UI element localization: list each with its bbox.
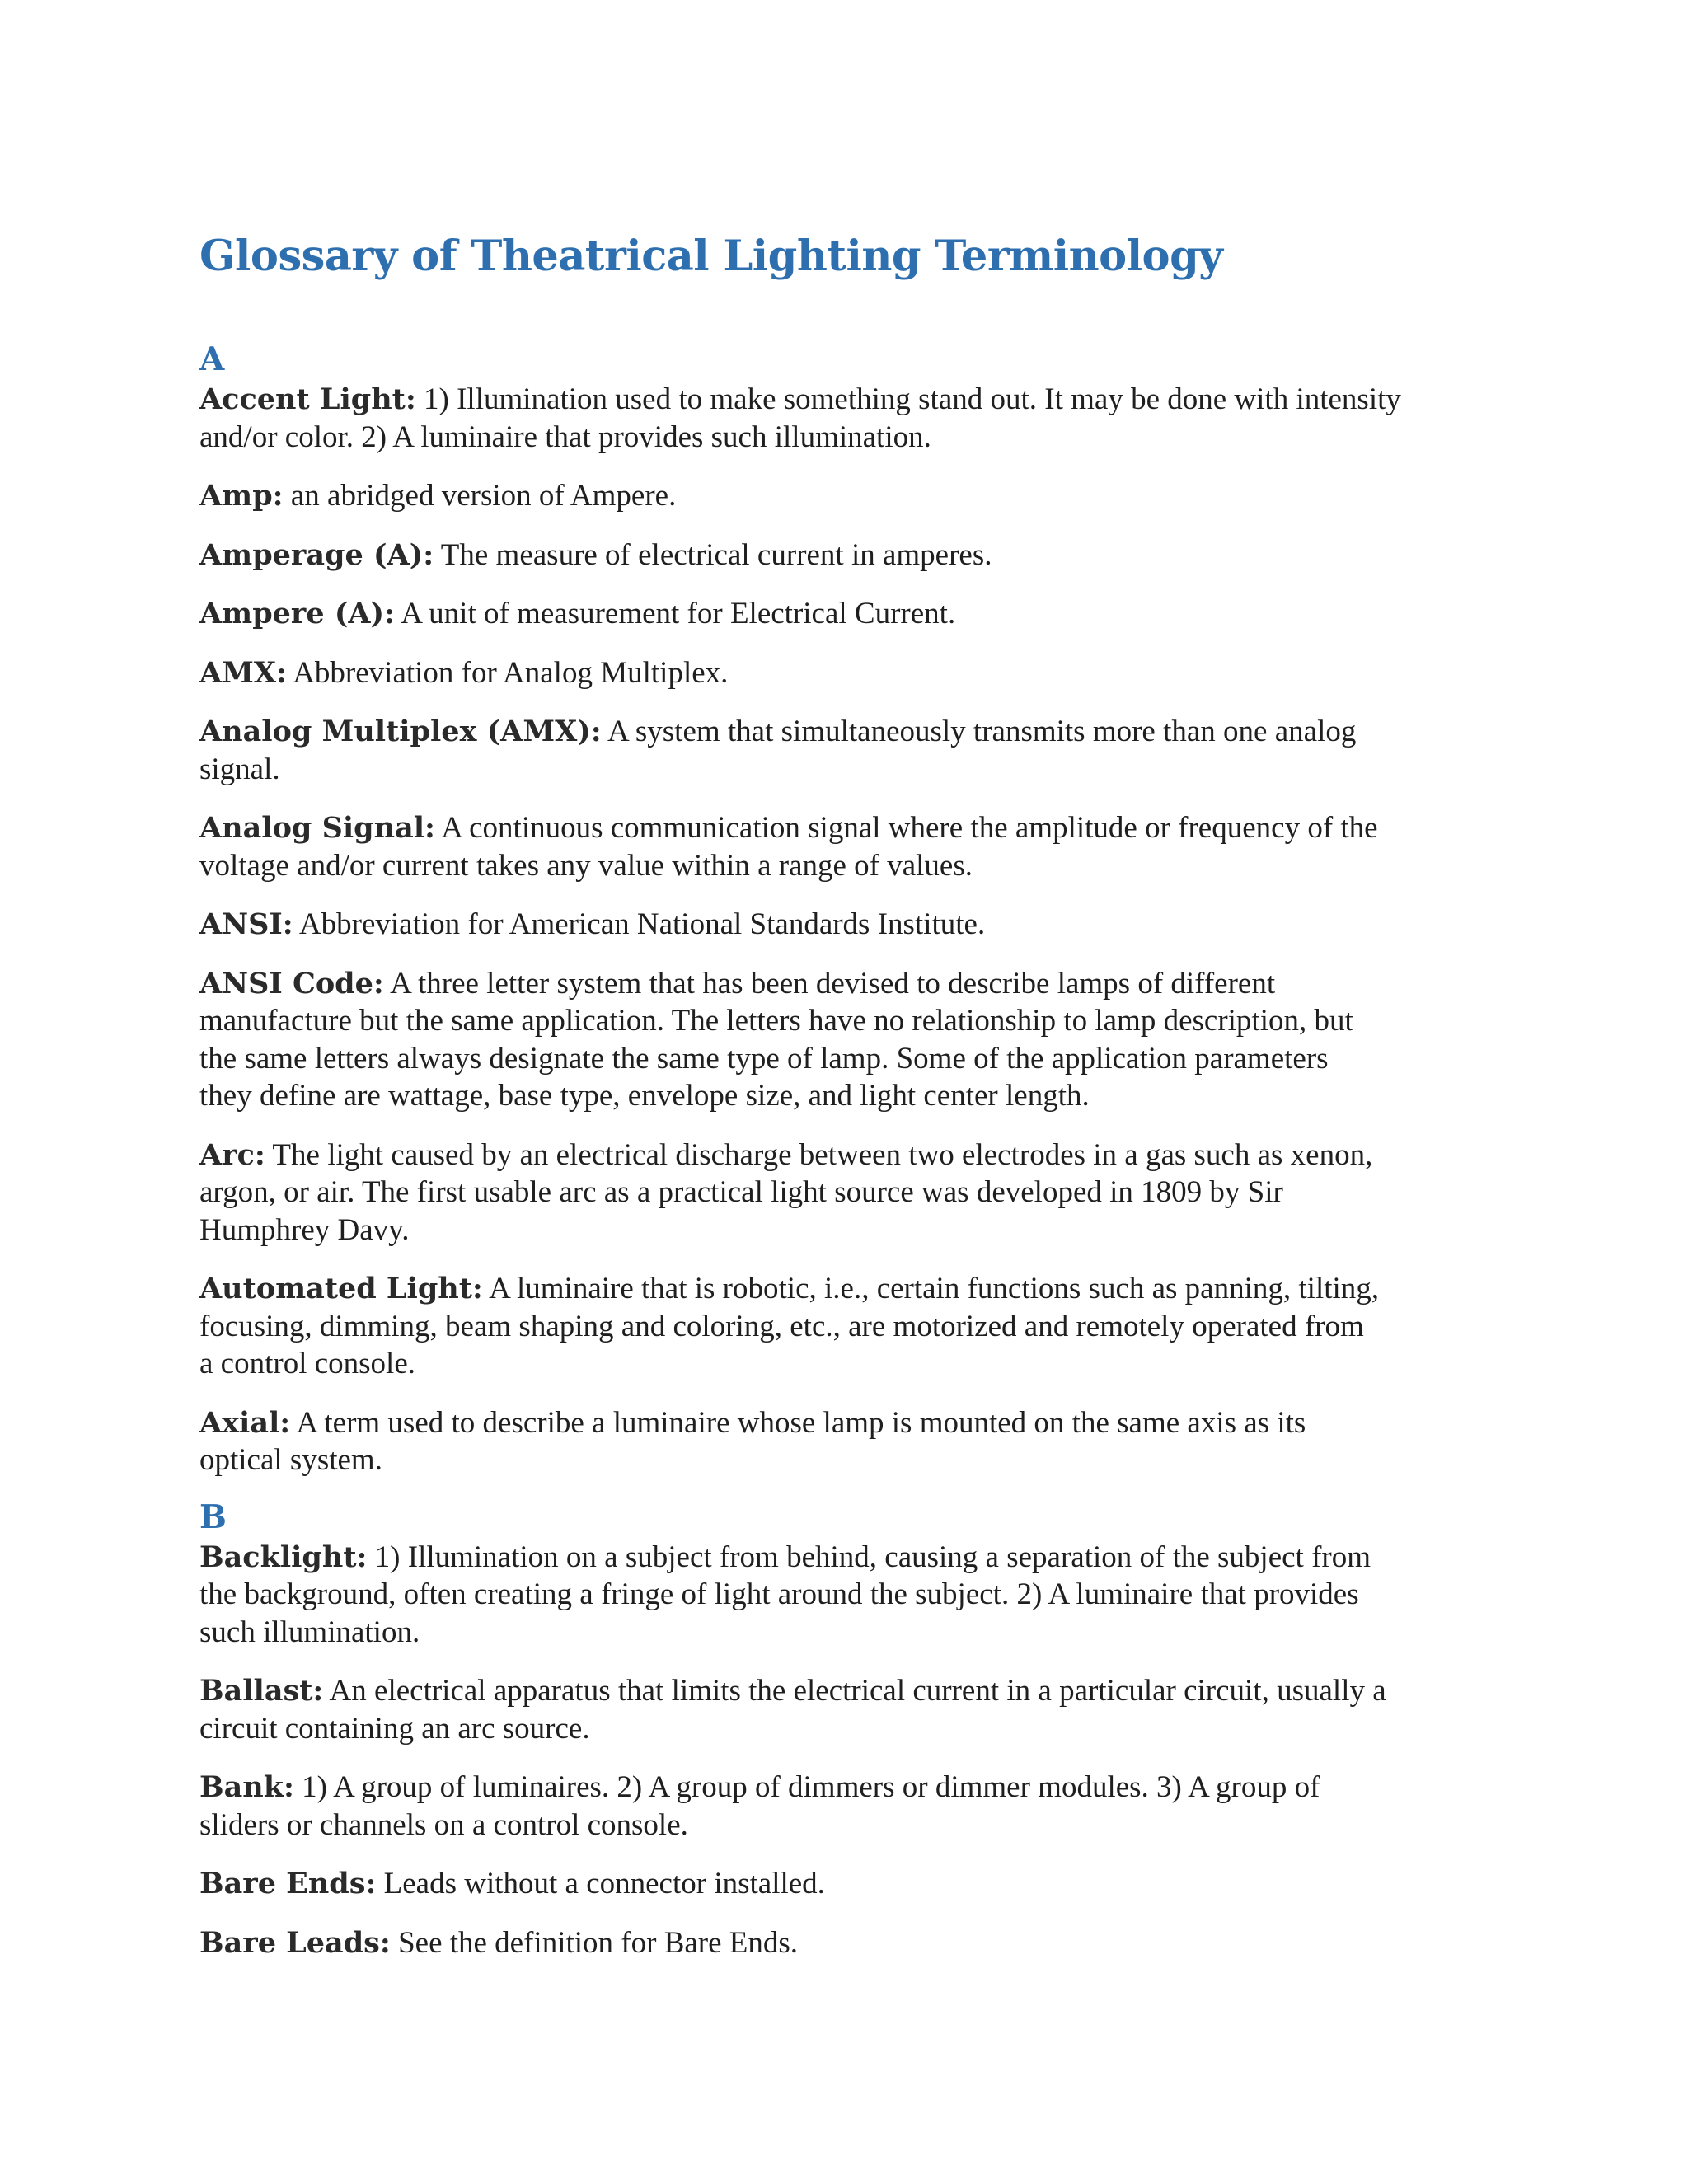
entry-definition-text: The light caused by an electrical discharge between two electrodes in a gas such as xenon,	[272, 1137, 1373, 1172]
entry-line	[199, 1002, 1502, 1040]
entry-line	[199, 1441, 1502, 1479]
section-letter-heading: A	[199, 340, 225, 378]
entry-line	[199, 537, 1502, 574]
entry-line	[199, 1614, 1502, 1652]
entry-term: Analog Signal:	[199, 811, 435, 845]
glossary-entry	[199, 965, 1502, 1115]
entry-line	[199, 713, 1502, 751]
glossary-entry	[199, 595, 1502, 633]
glossary-entry	[199, 1865, 1502, 1903]
entry-line	[199, 1807, 1502, 1844]
entry-line	[199, 1212, 1502, 1249]
glossary-section-b	[199, 1496, 1502, 1962]
entry-definition-text: A luminaire that is robotic, i.e., certain functions such as panning, tilting,	[489, 1272, 1380, 1305]
entry-line	[199, 847, 1502, 885]
entry-line	[199, 1345, 1502, 1383]
entry-line	[199, 654, 1502, 692]
glossary-entry	[199, 477, 1502, 515]
entry-definition-text: voltage and/or current takes any value within a range of values.	[199, 848, 973, 883]
entry-line	[199, 1270, 1502, 1308]
entry-definition-text: A term used to describe a luminaire whose lamp is mounted on the same axis as its	[296, 1405, 1306, 1440]
entry-definition-text: optical system.	[199, 1443, 382, 1477]
entry-definition-text: they define are wattage, base type, envelope size, and light center length.	[199, 1079, 1090, 1113]
entry-line	[199, 809, 1502, 847]
entry-line	[199, 906, 1502, 944]
glossary-entry	[199, 537, 1502, 574]
page-title: Glossary of Theatrical Lighting Terminology	[199, 232, 1223, 281]
entry-definition-text: Humphrey Davy.	[199, 1212, 410, 1247]
entry-definition-text: an abridged version of Ampere.	[290, 479, 677, 513]
entry-term: ANSI Code:	[199, 966, 384, 1001]
entry-term: Amperage (A):	[199, 537, 434, 572]
entry-line	[199, 595, 1502, 633]
entry-term: AMX:	[199, 655, 287, 690]
entry-line	[199, 1404, 1502, 1442]
glossary-section-a	[199, 338, 1502, 1479]
entry-term: ANSI:	[199, 907, 293, 941]
entry-term: Ampere (A):	[199, 597, 396, 630]
entry-definition-text: A system that simultaneously transmits more than one analog	[607, 715, 1357, 748]
glossary-entry	[199, 1539, 1502, 1652]
glossary-entry	[199, 1270, 1502, 1383]
entry-definition-text: The measure of electrical current in amperes.	[440, 537, 992, 572]
entry-definition-text: manufacture but the same application. The letters have no relationship to lamp description, but	[199, 1004, 1353, 1038]
glossary-entry	[199, 906, 1502, 944]
entry-term: Ballast:	[199, 1674, 324, 1708]
entry-definition-text: sliders or channels on a control console.	[199, 1807, 688, 1842]
entry-definition-text: 1) Illumination on a subject from behind, causing a separation of the subject from	[374, 1540, 1372, 1574]
entry-line	[199, 1174, 1502, 1212]
glossary-entry	[199, 809, 1502, 884]
entry-line	[199, 965, 1502, 1003]
glossary-page	[199, 224, 1502, 1983]
entry-definition-text: Abbreviation for American National Standards Institute.	[298, 907, 986, 941]
entry-definition-text: focusing, dimming, beam shaping and coloring, etc., are motorized and remotely operated from	[199, 1309, 1364, 1343]
entry-term: Axial:	[199, 1405, 291, 1440]
entry-definition-text: An electrical apparatus that limits the electrical current in a particular circuit, usually a	[329, 1674, 1386, 1708]
entry-definition-text: Abbreviation for Analog Multiplex.	[293, 655, 729, 690]
entry-line	[199, 751, 1502, 789]
entry-definition-text: 1) Illumination used to make something stand out. It may be done with intensity	[424, 382, 1401, 416]
entry-definition-text: a control console.	[199, 1347, 415, 1380]
entry-definition-text: 1) A group of luminaires. 2) A group of dimmers or dimmer modules. 3) A group of	[302, 1770, 1320, 1804]
entry-definition-text: argon, or air. The first usable arc as a practical light source was developed in 1809 by Sir	[199, 1175, 1283, 1209]
entry-term: Arc:	[199, 1137, 265, 1172]
entry-term: Automated Light:	[199, 1272, 483, 1305]
entry-line	[199, 1576, 1502, 1614]
entry-definition-text: A unit of measurement for Electrical Current.	[401, 597, 956, 630]
entry-line	[199, 1924, 1502, 1962]
glossary-entry	[199, 713, 1502, 788]
entry-term: Bare Leads:	[199, 1925, 391, 1960]
entry-definition-text: and/or color. 2) A luminaire that provides such illumination.	[199, 419, 931, 454]
entry-term: Bare Ends:	[199, 1867, 377, 1900]
section-letter-heading: B	[199, 1497, 227, 1536]
glossary-entry	[199, 1769, 1502, 1844]
entry-definition-text: Leads without a connector installed.	[383, 1867, 825, 1900]
glossary-entry	[199, 1404, 1502, 1479]
entry-line	[199, 1137, 1502, 1174]
entry-definition-text: A continuous communication signal where the amplitude or frequency of the	[441, 811, 1378, 845]
entry-line	[199, 1865, 1502, 1903]
entry-definition-text: the same letters always designate the same type of lamp. Some of the application parameters	[199, 1041, 1329, 1076]
glossary-entry	[199, 1924, 1502, 1962]
entry-line	[199, 419, 1502, 457]
glossary-entry	[199, 381, 1502, 456]
entry-definition-text: A three letter system that has been devised to describe lamps of different	[390, 966, 1276, 1001]
entry-line	[199, 1308, 1502, 1346]
entry-line	[199, 1769, 1502, 1807]
entry-term: Amp:	[199, 479, 284, 513]
glossary-entry	[199, 1672, 1502, 1747]
glossary-entry	[199, 1137, 1502, 1249]
entry-term: Backlight:	[199, 1540, 368, 1574]
entry-definition-text: such illumination.	[199, 1615, 420, 1649]
entry-line	[199, 381, 1502, 419]
entry-line	[199, 1710, 1502, 1748]
entry-term: Bank:	[199, 1770, 294, 1804]
glossary-entry	[199, 654, 1502, 692]
entry-term: Analog Multiplex (AMX):	[199, 715, 602, 748]
entry-line	[199, 1077, 1502, 1115]
entry-line	[199, 477, 1502, 515]
entry-term: Accent Light:	[199, 382, 416, 416]
entry-definition-text: the background, often creating a fringe of light around the subject. 2) A luminaire that provides	[199, 1577, 1359, 1611]
glossary-sections	[199, 338, 1502, 1961]
entry-definition-text: circuit containing an arc source.	[199, 1711, 590, 1746]
entry-definition-text: See the definition for Bare Ends.	[398, 1925, 799, 1960]
entry-line	[199, 1672, 1502, 1710]
entry-line	[199, 1040, 1502, 1078]
entry-definition-text: signal.	[199, 752, 280, 786]
entry-line	[199, 1539, 1502, 1577]
